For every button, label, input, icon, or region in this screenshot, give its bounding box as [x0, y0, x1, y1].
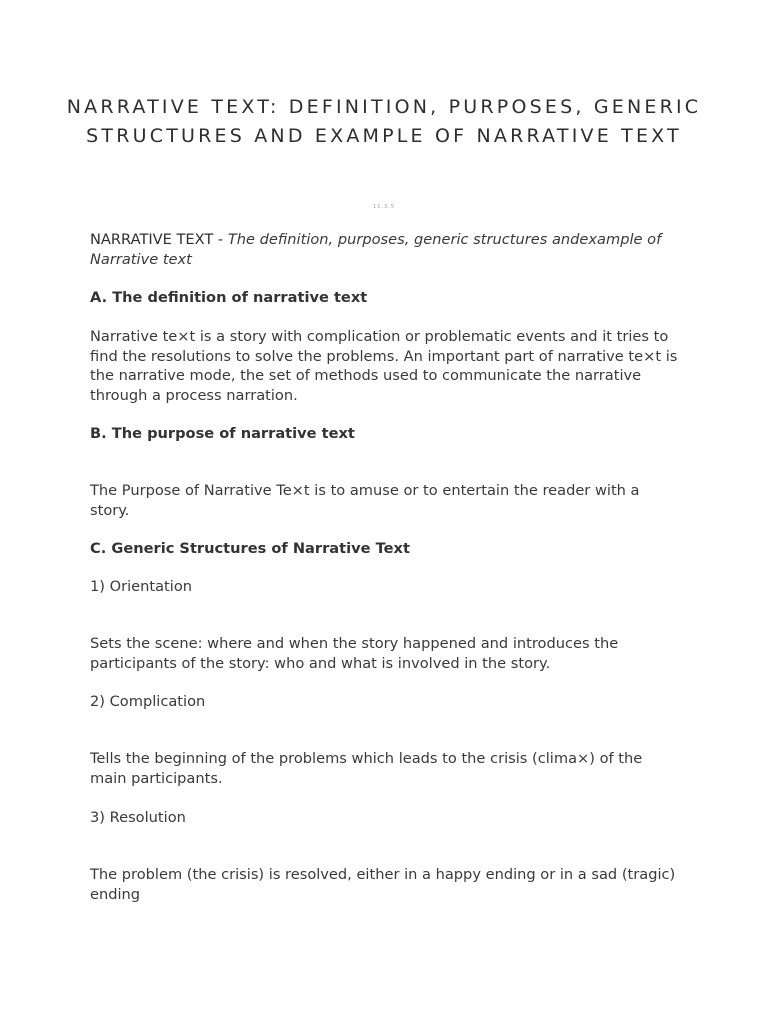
structures-heading: C. Generic Structures of Narrative Text: [90, 540, 410, 557]
complication-body: Tells the beginning of the problems which leads to the crisis (clima×) of the main participants.: [90, 750, 643, 787]
complication-label: 2) Complication: [90, 693, 206, 710]
intro-lead: NARRATIVE TEXT -: [90, 231, 228, 248]
intro-italic: The definition, purposes, generic structures andexample of Narrative text: [90, 231, 662, 268]
orientation-label: 1) Orientation: [90, 578, 193, 595]
definition-heading: A. The definition of narrative text: [90, 289, 368, 306]
document-title: NARRATIVE TEXT: DEFINITION, PURPOSES, GENERIC STRUCTURES AND EXAMPLE OF NARRATIVE TEXT: [66, 96, 702, 147]
resolution-body: The problem (the crisis) is resolved, either in a happy ending or in a sad (tragic) ending: [90, 866, 676, 903]
post-date: 11.3.5: [373, 204, 395, 210]
intro-paragraph: [90, 230, 680, 269]
resolution-label: 3) Resolution: [90, 809, 186, 826]
purpose-body: The Purpose of Narrative Te×t is to amuse or to entertain the reader with a story.: [90, 482, 640, 519]
orientation-body: Sets the scene: where and when the story happened and introduces the participants of the story: who and what is involved in the story.: [90, 635, 619, 672]
definition-body: Narrative te×t is a story with complication or problematic events and it tries to find the resolutions to solve the problems. An important part of narrative te×t is the narrative mode, the set of methods used to communicate the narrative through a process narration.: [90, 328, 678, 404]
purpose-heading: B. The purpose of narrative text: [90, 425, 355, 442]
